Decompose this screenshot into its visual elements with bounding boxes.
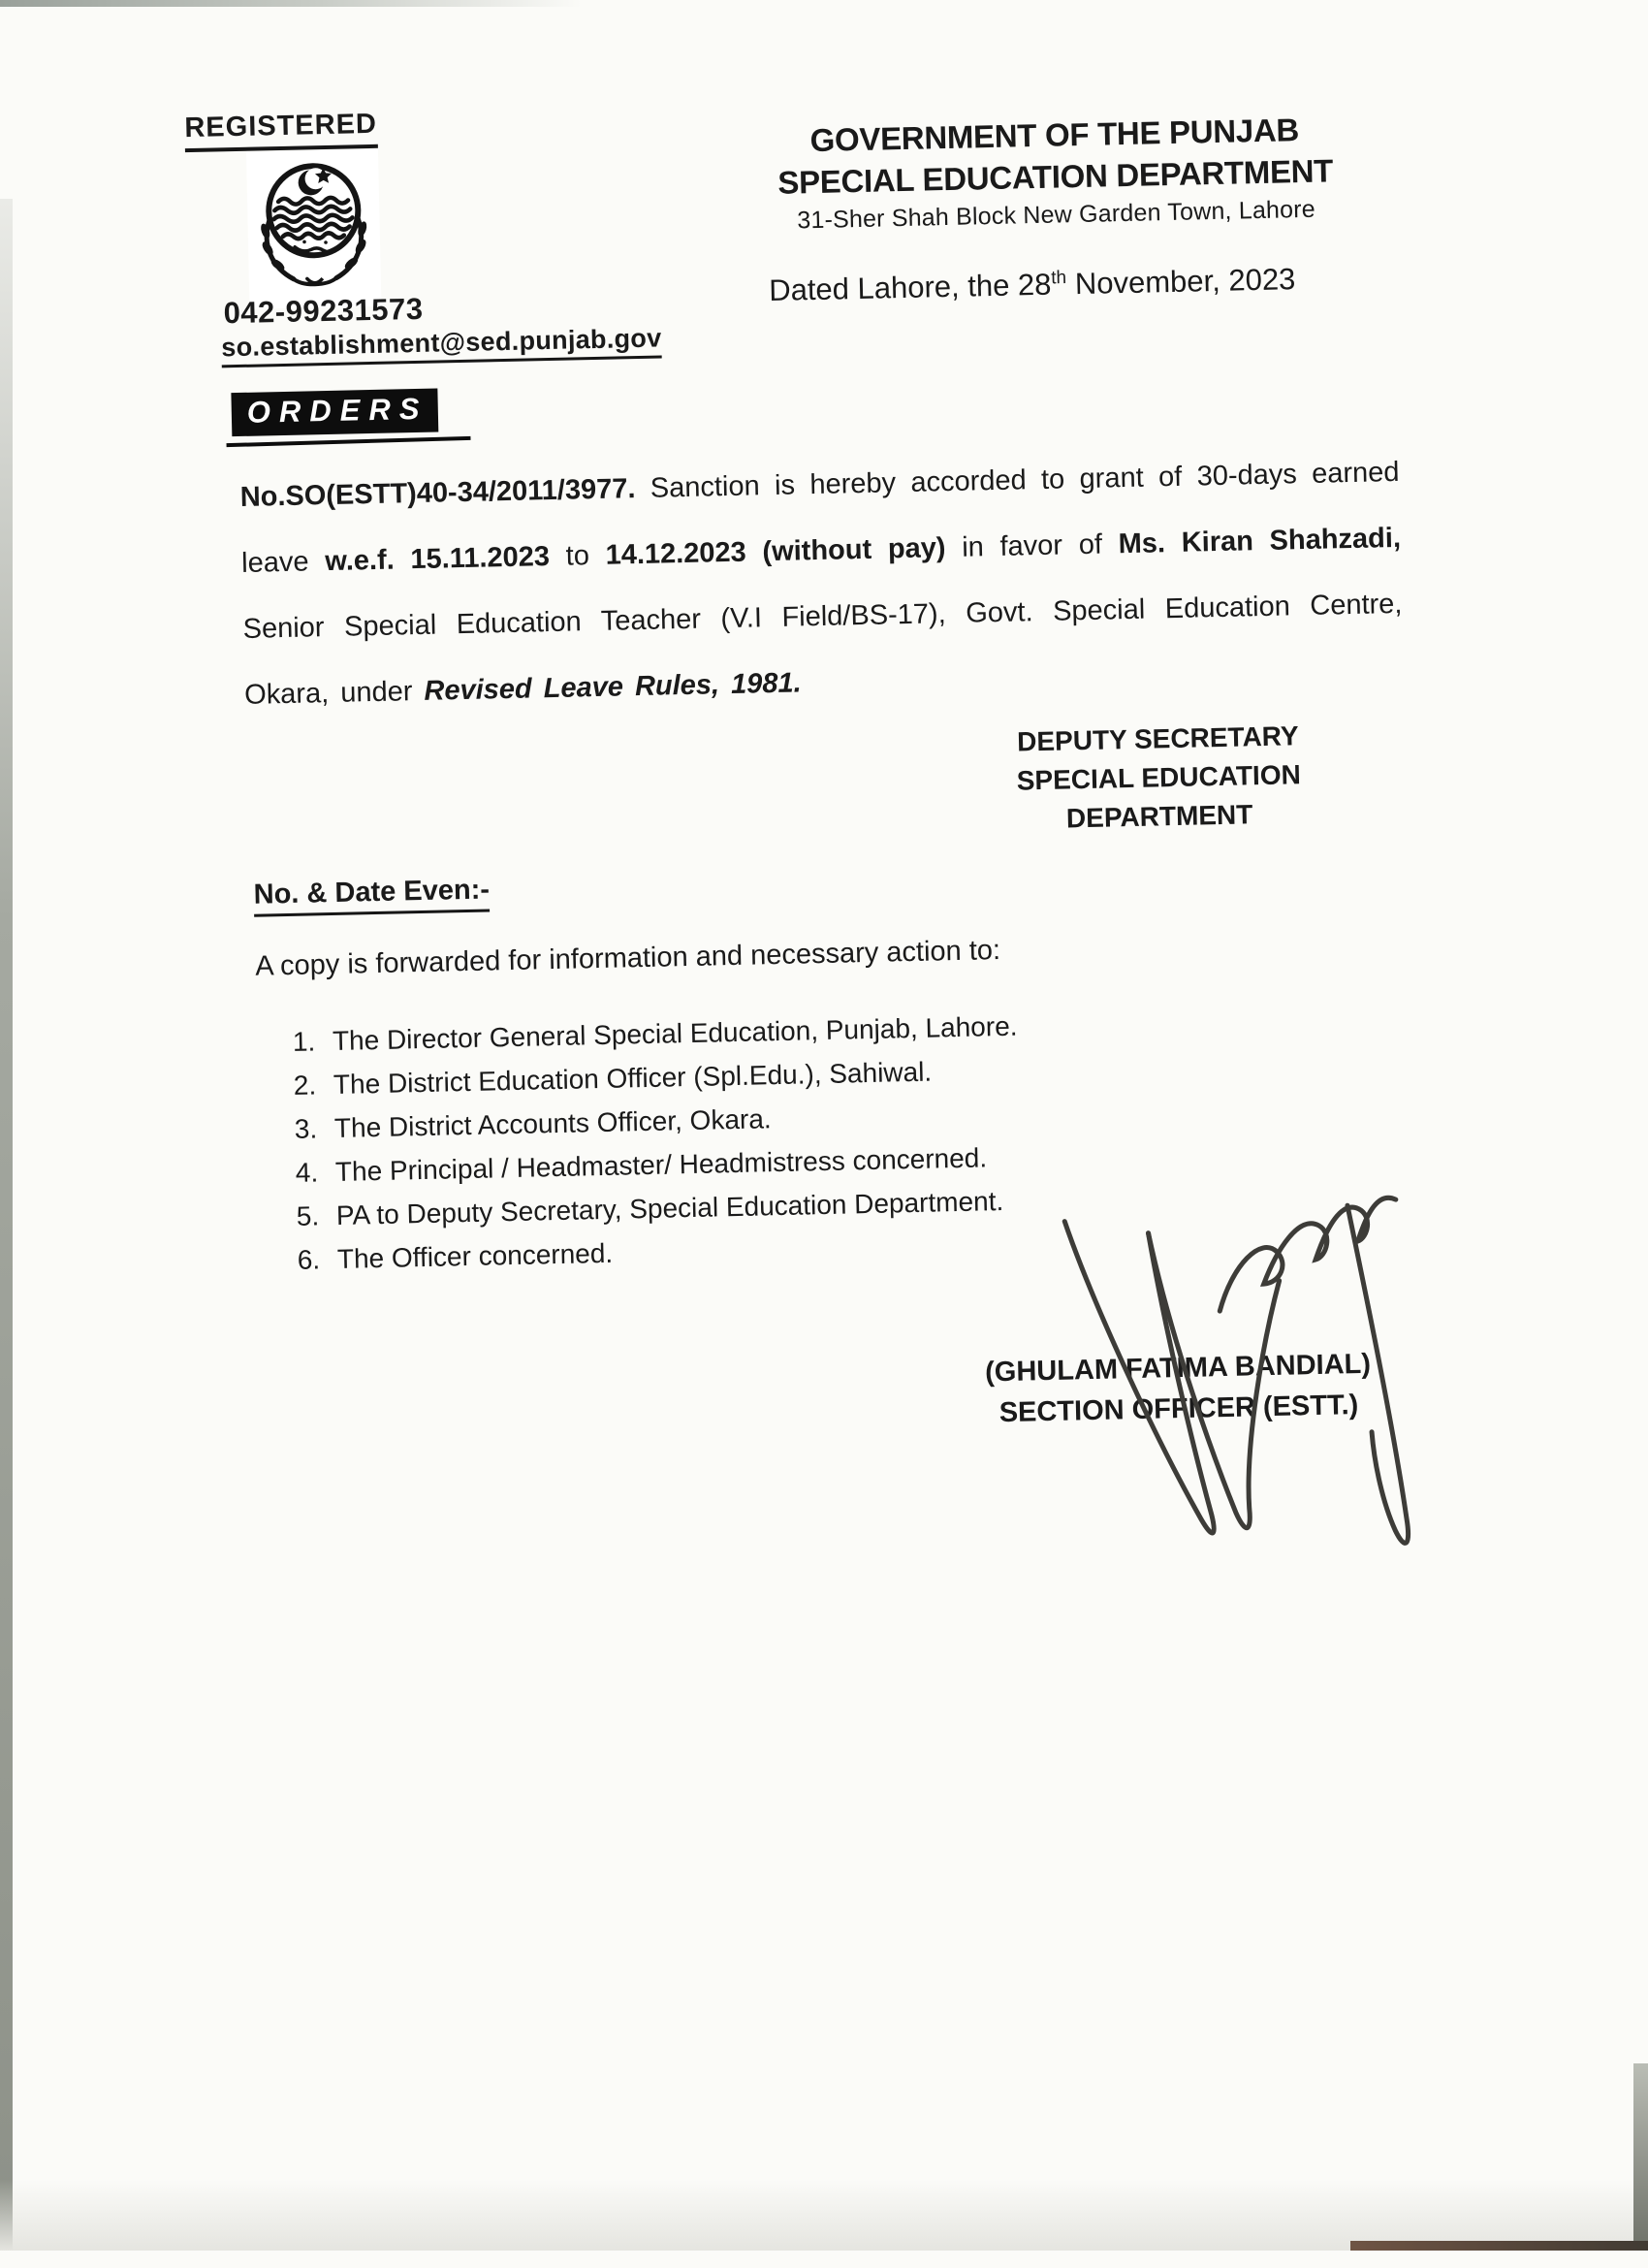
employee-name: Ms. Kiran Shahzadi,: [1118, 522, 1402, 560]
letterhead-government: GOVERNMENT OF THE PUNJAB: [809, 112, 1300, 159]
list-item: 5. PA to Deputy Secretary, Special Education Department.: [326, 1172, 1296, 1237]
registered-stamp: REGISTERED: [184, 109, 377, 152]
approver-line: DEPARTMENT: [1065, 799, 1253, 834]
scan-edge-top: [0, 0, 582, 7]
date-ordinal: th: [1051, 268, 1067, 289]
punjab-government-crest-icon: [246, 149, 382, 309]
letterhead: [724, 110, 1385, 237]
letterhead-address: 31-Sher Shah Block New Garden Town, Lahore: [797, 195, 1316, 235]
no-and-date-even-label: No. & Date Even:-: [253, 874, 490, 916]
order-paragraph: No.SO(ESTT)40-34/2011/3977. Sanction is hereby accorded to grant of 30-days earned leave w.e.f. 15.11.2023 to 14.12.2023 (without pay) in favor of Ms. Kiran Shahzadi, Senior Special Education Teacher (V.I Field/BS-17), Govt. Special Education Centre, Okara, under Revised Leave Rules, 1981.: [239, 456, 1403, 711]
scan-edge-corner-dark: [1350, 2241, 1648, 2251]
approver-designation-block: [998, 717, 1320, 840]
order-reference-number: No.SO(ESTT)40-34/2011/3977.: [239, 473, 636, 513]
email-address: so.establishment@sed.punjab.gov: [221, 323, 662, 367]
letterhead-department: SPECIAL EDUCATION DEPARTMENT: [776, 152, 1334, 201]
list-item: 6. The Officer concerned.: [327, 1216, 1297, 1281]
phone-number: 042-99231573: [223, 291, 424, 331]
signatory-name: (GHULAM FATIMA BANDIAL): [984, 1348, 1372, 1389]
list-item: 3. The District Accounts Officer, Okara.: [324, 1085, 1294, 1150]
approver-line: SPECIAL EDUCATION: [1016, 759, 1302, 796]
scan-edge-right: [1633, 2063, 1648, 2251]
approver-line: DEPUTY SECRETARY: [1016, 720, 1299, 757]
date-line: Dated Lahore, the 28th November, 2023: [768, 262, 1296, 308]
list-item: 4. The Principal / Headmaster/ Headmistress concerned.: [325, 1129, 1295, 1194]
signatory-title: SECTION OFFICER (ESTT.): [998, 1390, 1359, 1429]
list-item: 2. The District Education Officer (Spl.Edu.), Sahiwal.: [323, 1041, 1293, 1106]
orders-heading: ORDERS: [231, 389, 438, 437]
copy-forwarded-line: A copy is forwarded for information and necessary action to:: [254, 934, 1001, 982]
list-item: 1. The Director General Special Education, Punjab, Lahore.: [323, 998, 1293, 1063]
orders-underline: [227, 436, 471, 447]
scan-edge-left: [0, 199, 13, 2251]
leave-rules-reference: Revised Leave Rules, 1981.: [424, 667, 802, 707]
handwritten-signature: [1027, 1144, 1424, 1584]
